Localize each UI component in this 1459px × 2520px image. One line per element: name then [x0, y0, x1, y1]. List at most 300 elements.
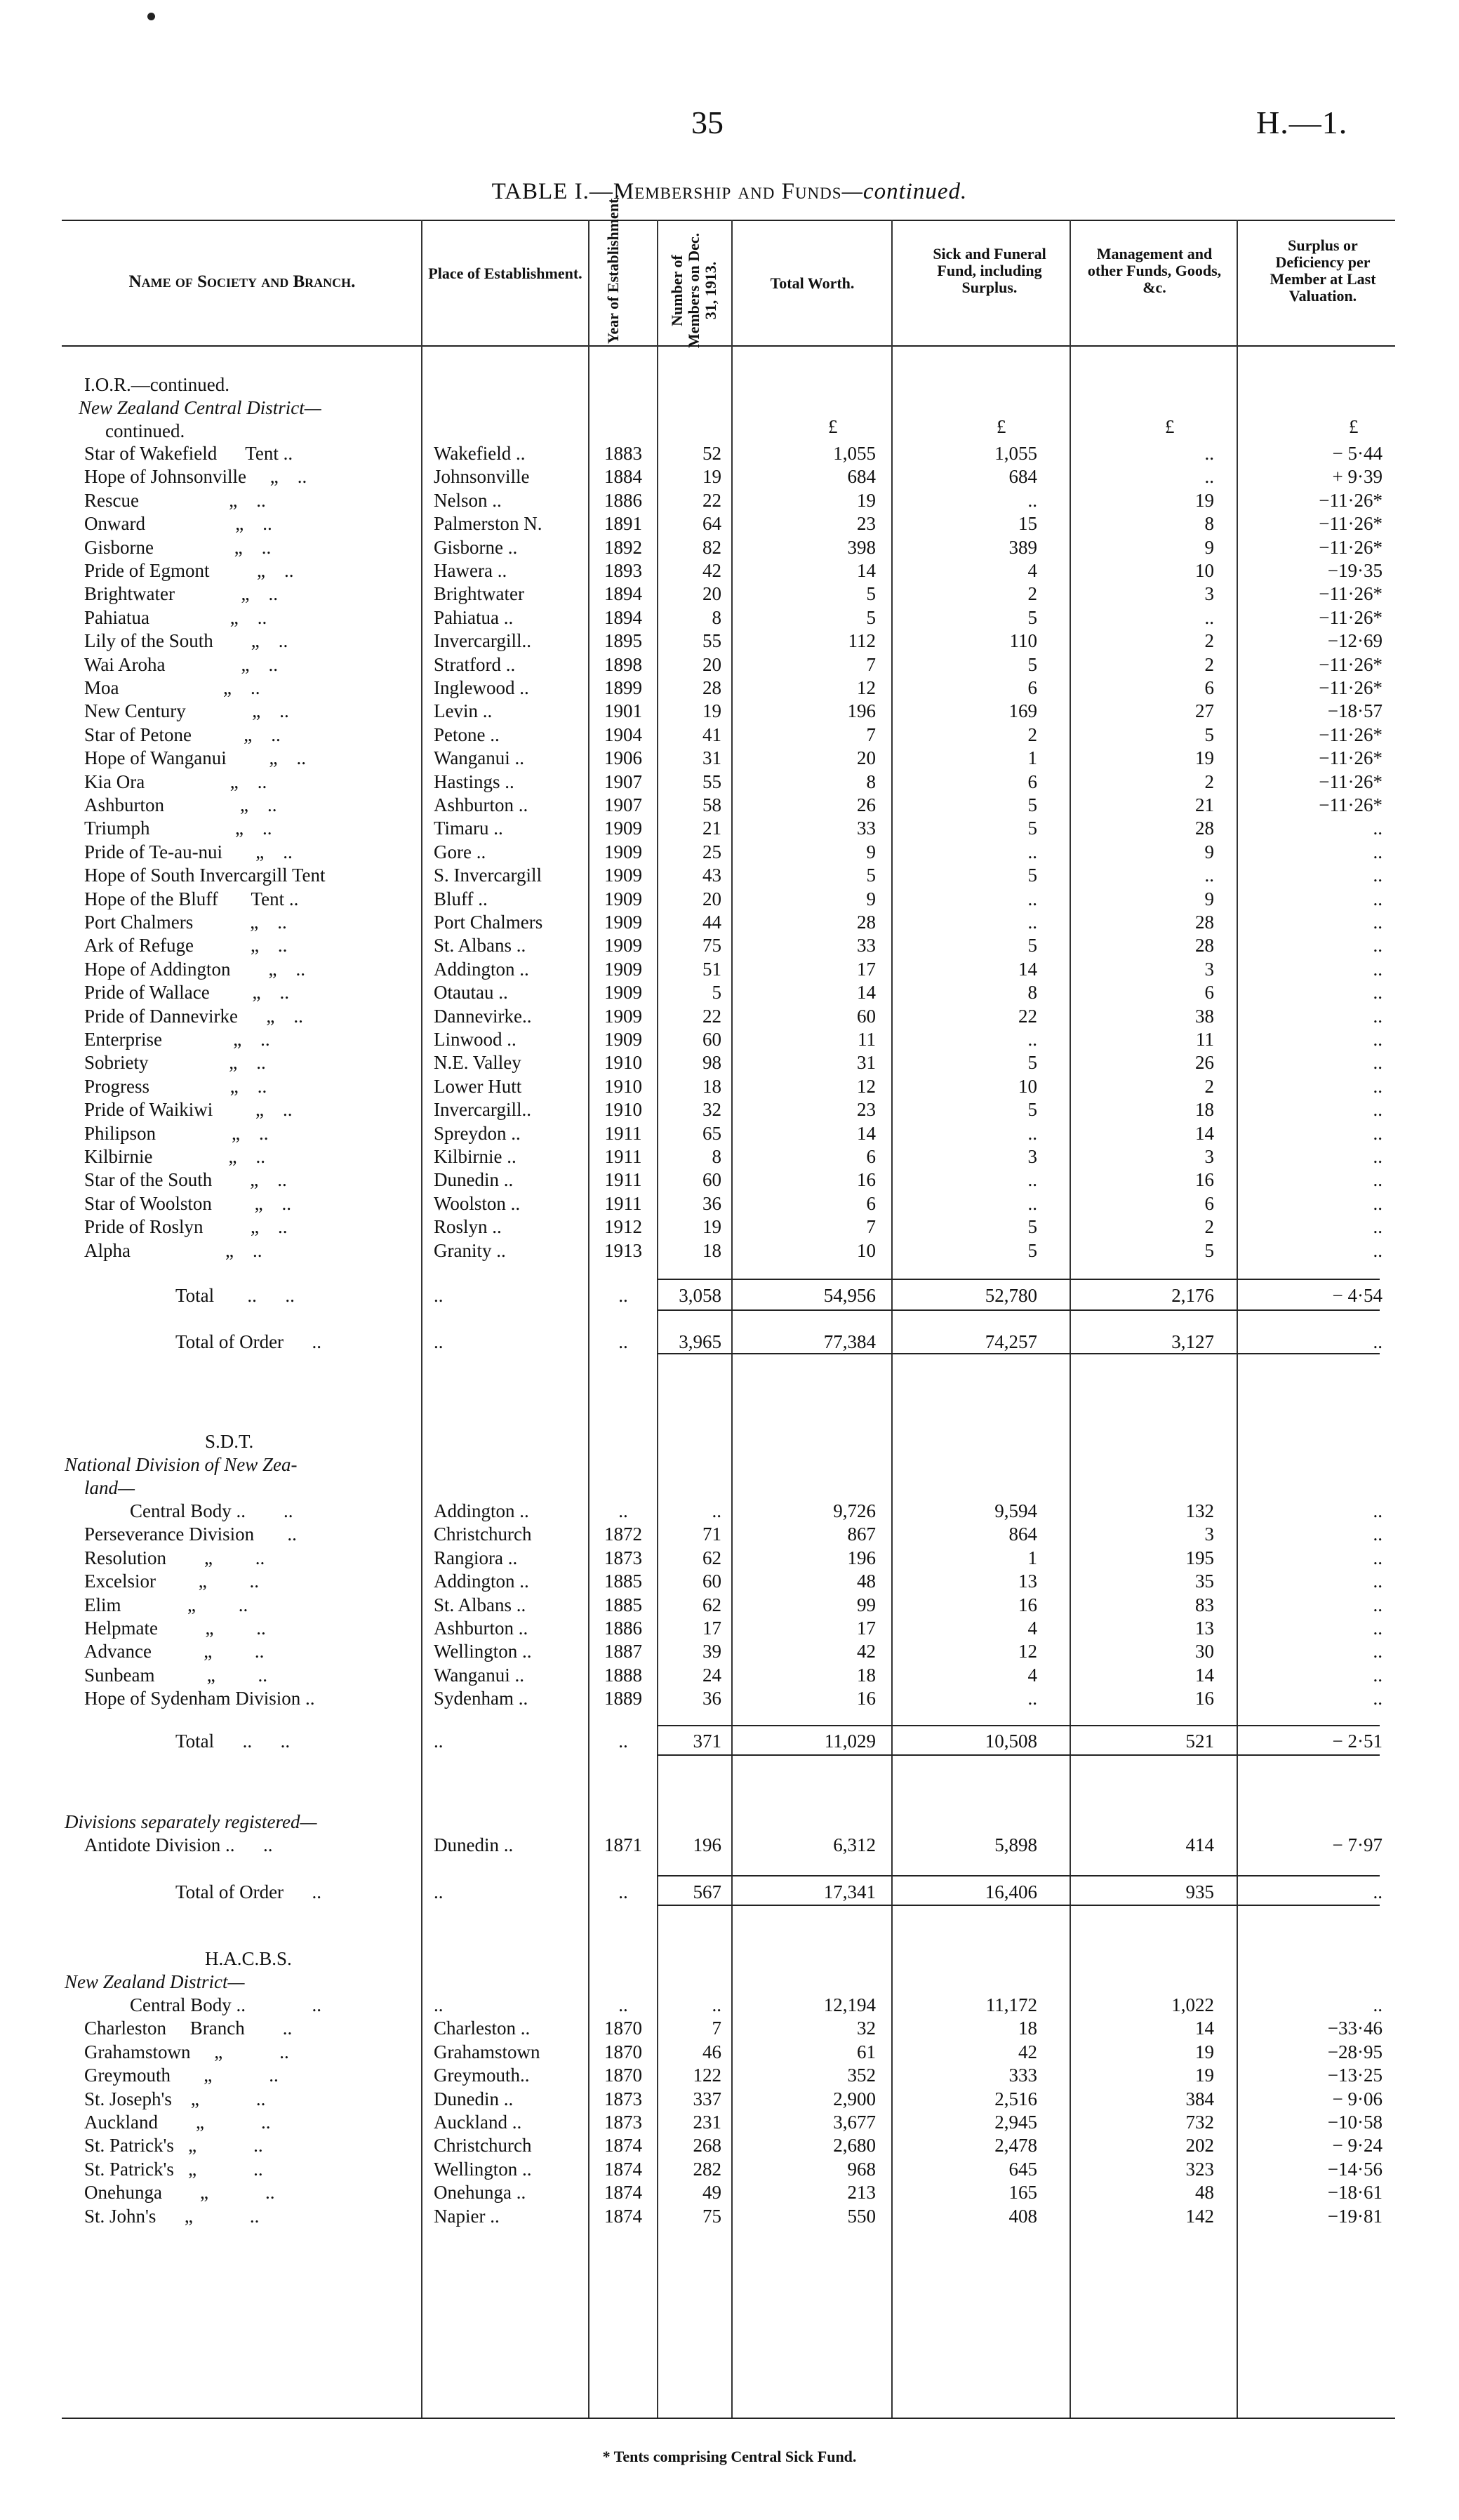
cell-mgmt: 26	[1195, 1052, 1214, 1074]
cell-mgmt: 38	[1195, 1005, 1214, 1027]
cell-surplus: ..	[1373, 982, 1383, 1004]
cell-place: Hawera ..	[434, 560, 507, 581]
table-row	[0, 1331, 1459, 1354]
cell-name: Pride of Dannevirke „ ..	[84, 1005, 303, 1027]
cell-members: 46	[702, 2041, 721, 2062]
cell-place: ..	[434, 1331, 444, 1352]
header-year: Year of Establishment.	[604, 194, 622, 344]
cell-surplus: ..	[1373, 1122, 1383, 1144]
table-row	[0, 582, 1459, 606]
cell-surplus: − 2·51	[1332, 1731, 1383, 1752]
cell-worth: 5	[866, 583, 876, 605]
cell-worth: 33	[857, 935, 876, 956]
header-bottom-rule	[62, 345, 1395, 347]
cell-name: Ark of Refuge „ ..	[84, 935, 288, 956]
cell-place: ..	[434, 1994, 444, 2015]
cell-members: 8	[712, 606, 721, 628]
cell-year: 1909	[604, 888, 642, 909]
cell-year: 1871	[604, 1834, 642, 1855]
cell-surplus: ..	[1373, 1524, 1383, 1545]
cell-mgmt: 2	[1204, 653, 1214, 675]
cell-surplus: −19·81	[1327, 2205, 1383, 2227]
table-row	[0, 841, 1459, 864]
cell-surplus: ..	[1373, 1216, 1383, 1238]
cell-surplus: −13·25	[1327, 2065, 1383, 2086]
cell-name: Elim „ ..	[84, 1594, 248, 1615]
cell-surplus: ..	[1373, 1192, 1383, 1214]
cell-sick: 13	[1018, 1571, 1037, 1592]
cell-surplus: ..	[1373, 958, 1383, 980]
cell-sick: ..	[1027, 1122, 1037, 1144]
cell-mgmt: ..	[1204, 606, 1214, 628]
cell-surplus: ..	[1373, 1052, 1383, 1074]
cell-surplus: ..	[1373, 1641, 1383, 1662]
cell-place: Pahiatua ..	[434, 606, 514, 628]
cell-name: Moa „ ..	[84, 677, 260, 698]
cell-mgmt: 142	[1185, 2205, 1214, 2227]
cell-members: 282	[693, 2158, 721, 2180]
cell-worth: 9,726	[833, 1500, 876, 1521]
cell-mgmt: 13	[1195, 1618, 1214, 1639]
cell-sick: 864	[1008, 1524, 1037, 1545]
cell-sick: 3	[1027, 1146, 1037, 1167]
cell-year: 1894	[604, 606, 642, 628]
cell-members: ..	[712, 1500, 721, 1521]
cell-sick: ..	[1027, 1688, 1037, 1709]
cell-year: 1909	[604, 982, 642, 1004]
cell-surplus: −28·95	[1327, 2041, 1383, 2062]
cell-sick: 9,594	[994, 1500, 1037, 1521]
cell-mgmt: 6	[1204, 1192, 1214, 1214]
table-row	[0, 2134, 1459, 2157]
cell-surplus: −11·26*	[1319, 794, 1383, 815]
cell-place: Inglewood ..	[434, 677, 529, 698]
table-row	[0, 1028, 1459, 1051]
cell-members: 19	[702, 700, 721, 722]
cell-members: 31	[702, 747, 721, 769]
cell-sick: 2	[1027, 724, 1037, 745]
cell-sick: ..	[1027, 489, 1037, 511]
cell-worth: 14	[857, 560, 876, 581]
cell-sick: 165	[1008, 2182, 1037, 2204]
cell-surplus: ..	[1373, 1547, 1383, 1568]
cell-surplus: ..	[1373, 1005, 1383, 1027]
cell-name: Wai Aroha „ ..	[84, 653, 279, 675]
cell-mgmt: 1,022	[1171, 1994, 1214, 2015]
table-row	[0, 1640, 1459, 1663]
cell-worth: 17	[857, 1618, 876, 1639]
cell-mgmt: 19	[1195, 747, 1214, 769]
cell-mgmt: 3	[1204, 1524, 1214, 1545]
cell-mgmt: 2	[1204, 771, 1214, 792]
cell-name: St. John's „ ..	[84, 2205, 260, 2227]
cell-members: 41	[702, 724, 721, 745]
cell-surplus: + 9·39	[1332, 466, 1383, 488]
cell-place: Grahamstown	[434, 2041, 540, 2062]
cell-name: Advance „ ..	[84, 1641, 265, 1662]
cell-sick: 5,898	[994, 1834, 1037, 1855]
table-row	[0, 465, 1459, 488]
page-number: 35	[691, 105, 724, 140]
cell-name: Sunbeam „ ..	[84, 1664, 267, 1686]
cell-name: Onward „ ..	[84, 513, 272, 535]
cell-year: 1907	[604, 771, 642, 792]
cell-worth: 9	[866, 841, 876, 862]
cell-year: 1913	[604, 1239, 642, 1261]
cell-label: Total of Order ..	[175, 1881, 322, 1902]
table-row	[0, 653, 1459, 676]
cell-members: 82	[702, 536, 721, 558]
section2-society: S.D.T.	[205, 1431, 254, 1452]
cell-place: Wellington ..	[434, 2158, 532, 2180]
cell-worth: 12,194	[823, 1994, 876, 2015]
cell-place: Otautau ..	[434, 982, 508, 1004]
cell-year: 1874	[604, 2205, 642, 2227]
cell-sick: 5	[1027, 1052, 1037, 1074]
cell-sick: ..	[1027, 912, 1037, 933]
cell-worth: 5	[866, 606, 876, 628]
header-members: Number of Members on Dec. 31, 1913.	[668, 232, 719, 349]
cell-place: Stratford ..	[434, 653, 516, 675]
cell-worth: 2,900	[833, 2088, 876, 2109]
cell-worth: 32	[857, 2018, 876, 2039]
cell-label: Total of Order ..	[175, 1331, 322, 1352]
cell-sick: 110	[1009, 630, 1037, 652]
pound-sign-surplus: £	[1349, 416, 1359, 437]
cell-name: Hope of South Invercargill Tent	[84, 865, 326, 886]
cell-name: St. Joseph's „ ..	[84, 2088, 266, 2109]
cell-mgmt: 132	[1185, 1500, 1214, 1521]
cell-mgmt: 6	[1204, 982, 1214, 1004]
cell-surplus: ..	[1373, 1594, 1383, 1615]
cell-worth: 3,677	[833, 2112, 876, 2133]
cell-name: New Century „ ..	[84, 700, 289, 722]
cell-name: Pride of Roslyn „ ..	[84, 1216, 288, 1238]
cell-mgmt: 14	[1195, 1664, 1214, 1686]
cell-worth: 5	[866, 865, 876, 886]
ink-speck	[147, 13, 155, 20]
cell-worth: 61	[857, 2041, 876, 2062]
cell-mgmt: 2,176	[1171, 1285, 1214, 1306]
cell-worth: 23	[857, 1099, 876, 1121]
cell-name: Greymouth „ ..	[84, 2065, 279, 2086]
cell-mgmt: 2	[1204, 630, 1214, 652]
table-row	[0, 489, 1459, 512]
cell-place: Wakefield ..	[434, 443, 526, 464]
cell-place: Levin ..	[434, 700, 493, 722]
cell-year: 1901	[604, 700, 642, 722]
cell-worth: 99	[857, 1594, 876, 1615]
cell-surplus: −11·26*	[1319, 771, 1383, 792]
table-row	[0, 442, 1459, 465]
cell-surplus: ..	[1373, 1881, 1383, 1902]
cell-name: Hope of Wanganui „ ..	[84, 747, 307, 769]
cell-name: Excelsior „ ..	[84, 1571, 259, 1592]
cell-worth: 213	[847, 2182, 876, 2204]
cell-place: Port Chalmers	[434, 912, 543, 933]
cell-year: 1886	[604, 489, 642, 511]
cell-members: 18	[702, 1239, 721, 1261]
cell-name: Enterprise „ ..	[84, 1029, 270, 1050]
cell-members: 25	[702, 841, 721, 862]
table-row	[0, 1523, 1459, 1546]
cell-sick: 2,516	[994, 2088, 1037, 2109]
table-row	[0, 1617, 1459, 1640]
cell-name: Port Chalmers „ ..	[84, 912, 287, 933]
cell-members: 3,058	[679, 1285, 721, 1306]
caption-prefix: TABLE I.—	[491, 179, 613, 204]
table-row	[0, 1881, 1459, 1904]
cell-worth: 18	[857, 1664, 876, 1686]
table-row	[0, 1730, 1459, 1753]
cell-year: 1910	[604, 1052, 642, 1074]
cell-members: 7	[712, 2018, 721, 2039]
table-row	[0, 2205, 1459, 2228]
cell-mgmt: 19	[1195, 2065, 1214, 2086]
cell-place: Ashburton ..	[434, 1618, 528, 1639]
cell-surplus: −10·58	[1327, 2112, 1383, 2133]
cell-members: 42	[702, 560, 721, 581]
cell-worth: 2,680	[833, 2135, 876, 2156]
cell-members: 71	[702, 1524, 721, 1545]
cell-name: Star of Woolston „ ..	[84, 1192, 292, 1214]
cell-place: Woolston ..	[434, 1192, 521, 1214]
cell-mgmt: 8	[1204, 513, 1214, 535]
cell-sick: 5	[1027, 818, 1037, 839]
cell-place: Wellington ..	[434, 1641, 532, 1662]
cell-worth: 6	[866, 1192, 876, 1214]
cell-sick: ..	[1027, 888, 1037, 909]
cell-members: 20	[702, 653, 721, 675]
cell-mgmt: 9	[1204, 841, 1214, 862]
cell-place: Nelson ..	[434, 489, 502, 511]
cell-mgmt: 14	[1195, 1122, 1214, 1144]
cell-name: Auckland „ ..	[84, 2112, 271, 2133]
table-row	[0, 2158, 1459, 2181]
cell-members: 60	[702, 1169, 721, 1191]
table-row	[0, 2041, 1459, 2064]
cell-mgmt: 2	[1204, 1216, 1214, 1238]
cell-members: 44	[702, 912, 721, 933]
total-rule	[657, 1754, 1380, 1756]
cell-surplus: ..	[1373, 818, 1383, 839]
cell-sick: 6	[1027, 677, 1037, 698]
table-row	[0, 1122, 1459, 1145]
cell-label: Total .. ..	[175, 1285, 295, 1306]
cell-year: 1909	[604, 1005, 642, 1027]
cell-year: 1911	[604, 1146, 642, 1167]
cell-place: Spreydon ..	[434, 1122, 521, 1144]
cell-members: 17	[702, 1618, 721, 1639]
cell-place: Timaru ..	[434, 818, 503, 839]
cell-worth: 867	[847, 1524, 876, 1545]
cell-place: Auckland ..	[434, 2112, 522, 2133]
table-row	[0, 724, 1459, 747]
cell-year: 1907	[604, 794, 642, 815]
cell-place: Christchurch	[434, 2135, 532, 2156]
cell-year: 1909	[604, 935, 642, 956]
cell-place: Napier ..	[434, 2205, 500, 2227]
cell-place: Gisborne ..	[434, 536, 518, 558]
cell-name: Kia Ora „ ..	[84, 771, 267, 792]
cell-sick: 2	[1027, 583, 1037, 605]
cell-year: 1909	[604, 865, 642, 886]
cell-place: Onehunga ..	[434, 2182, 526, 2204]
cell-sick: 4	[1027, 1664, 1037, 1686]
cell-members: 20	[702, 888, 721, 909]
cell-worth: 7	[866, 1216, 876, 1238]
cell-sick: 4	[1027, 560, 1037, 581]
cell-place: Ashburton ..	[434, 794, 528, 815]
section1-society: I.O.R.—continued.	[84, 374, 229, 395]
cell-sick: 1	[1027, 747, 1037, 769]
cell-worth: 550	[847, 2205, 876, 2227]
cell-place: Addington ..	[434, 1571, 529, 1592]
cell-place: ..	[434, 1285, 444, 1306]
cell-year: ..	[618, 1731, 628, 1752]
table-row	[0, 1547, 1459, 1570]
table-top-rule	[62, 220, 1395, 221]
cell-mgmt: 3	[1204, 583, 1214, 605]
cell-mgmt: 935	[1185, 1881, 1214, 1902]
cell-place: Hastings ..	[434, 771, 514, 792]
cell-members: 55	[702, 630, 721, 652]
cell-worth: 7	[866, 653, 876, 675]
cell-name: Ashburton „ ..	[84, 794, 277, 815]
cell-surplus: ..	[1373, 1664, 1383, 1686]
cell-members: 19	[702, 466, 721, 488]
cell-surplus: −12·69	[1327, 630, 1383, 652]
table-row	[0, 2064, 1459, 2087]
cell-label: Total .. ..	[175, 1731, 291, 1752]
table-row	[0, 2111, 1459, 2134]
cell-members: 268	[693, 2135, 721, 2156]
cell-name: Hope of Addington „ ..	[84, 958, 305, 980]
cell-place: St. Albans ..	[434, 1594, 526, 1615]
table-row	[0, 1834, 1459, 1857]
cell-name: St. Patrick's „ ..	[84, 2158, 263, 2180]
cell-name: Kilbirnie „ ..	[84, 1146, 265, 1167]
cell-sick: 5	[1027, 606, 1037, 628]
cell-members: 19	[702, 1216, 721, 1238]
cell-surplus: ..	[1373, 1146, 1383, 1167]
table-row	[0, 1500, 1459, 1523]
cell-surplus: −33·46	[1327, 2018, 1383, 2039]
cell-sick: 15	[1018, 513, 1037, 535]
cell-sick: 645	[1008, 2158, 1037, 2180]
pound-sign-sick: £	[997, 416, 1006, 437]
cell-year: 1904	[604, 724, 642, 745]
cell-surplus: −11·26*	[1319, 513, 1383, 535]
cell-worth: 26	[857, 794, 876, 815]
cell-mgmt: 195	[1185, 1547, 1214, 1568]
header-worth: Total Worth.	[770, 274, 855, 292]
cell-sick: 1,055	[994, 443, 1037, 464]
cell-worth: 7	[866, 724, 876, 745]
table-row	[0, 864, 1459, 887]
total-rule	[657, 1279, 1380, 1280]
table-row	[0, 559, 1459, 582]
cell-place: Addington ..	[434, 958, 529, 980]
cell-mgmt: 28	[1195, 912, 1214, 933]
cell-sick: 8	[1027, 982, 1037, 1004]
cell-place: Dunedin ..	[434, 1834, 514, 1855]
cell-name: Lily of the South „ ..	[84, 630, 288, 652]
cell-place: Dunedin ..	[434, 2088, 514, 2109]
cell-members: 64	[702, 513, 721, 535]
cell-worth: 77,384	[823, 1331, 876, 1352]
table-row	[0, 1098, 1459, 1121]
cell-surplus: −18·57	[1327, 700, 1383, 722]
cell-members: 36	[702, 1688, 721, 1709]
cell-surplus: − 5·44	[1332, 443, 1383, 464]
table-row	[0, 794, 1459, 817]
cell-worth: 14	[857, 982, 876, 1004]
cell-year: ..	[618, 1881, 628, 1902]
cell-mgmt: 323	[1185, 2158, 1214, 2180]
cell-year: 1889	[604, 1688, 642, 1709]
table-row	[0, 512, 1459, 535]
cell-mgmt: 27	[1195, 700, 1214, 722]
cell-name: Central Body .. ..	[130, 1994, 321, 2015]
cell-members: 98	[702, 1052, 721, 1074]
cell-worth: 9	[866, 888, 876, 909]
cell-place: Wanganui ..	[434, 747, 525, 769]
cell-sick: 11,172	[985, 1994, 1037, 2015]
cell-surplus: −14·56	[1327, 2158, 1383, 2180]
cell-place: N.E. Valley	[434, 1052, 521, 1074]
cell-members: 24	[702, 1664, 721, 1686]
total-rule	[657, 1875, 1380, 1876]
table-row	[0, 1005, 1459, 1028]
cell-year: 1872	[604, 1524, 642, 1545]
cell-mgmt: 28	[1195, 935, 1214, 956]
cell-surplus: − 4·54	[1332, 1285, 1383, 1306]
cell-worth: 20	[857, 747, 876, 769]
cell-mgmt: 10	[1195, 560, 1214, 581]
cell-mgmt: 202	[1185, 2135, 1214, 2156]
table-row	[0, 536, 1459, 559]
total-rule	[657, 1905, 1380, 1906]
cell-sick: 5	[1027, 653, 1037, 675]
cell-year: 1909	[604, 912, 642, 933]
cell-surplus: − 9·06	[1332, 2088, 1383, 2109]
cell-year: 1899	[604, 677, 642, 698]
cell-year: 1893	[604, 560, 642, 581]
cell-place: Dunedin ..	[434, 1169, 514, 1191]
cell-worth: 12	[857, 1075, 876, 1097]
section1-district: New Zealand Central District—	[79, 397, 321, 418]
header-name: Name of Society and Branch.	[128, 272, 356, 291]
cell-year: 1909	[604, 1029, 642, 1050]
cell-members: 62	[702, 1594, 721, 1615]
cell-worth: 11	[858, 1029, 876, 1050]
cell-mgmt: 30	[1195, 1641, 1214, 1662]
cell-surplus: −19·35	[1327, 560, 1383, 581]
cell-mgmt: 28	[1195, 818, 1214, 839]
cell-year: 1887	[604, 1641, 642, 1662]
cell-worth: 112	[848, 630, 876, 652]
cell-surplus: ..	[1373, 1688, 1383, 1709]
cell-mgmt: 384	[1185, 2088, 1214, 2109]
cell-worth: 10	[857, 1239, 876, 1261]
cell-mgmt: 521	[1185, 1731, 1214, 1752]
cell-sick: 408	[1008, 2205, 1037, 2227]
cell-worth: 19	[857, 489, 876, 511]
cell-place: Linwood ..	[434, 1029, 517, 1050]
table-row	[0, 1051, 1459, 1074]
cell-members: ..	[712, 1994, 721, 2015]
